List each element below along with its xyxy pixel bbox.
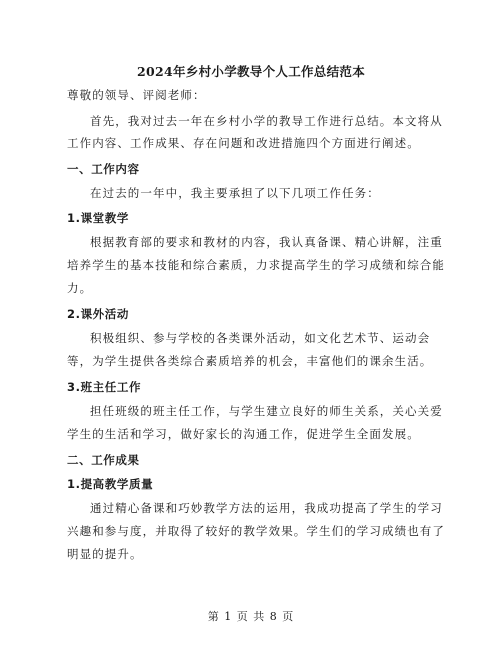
item-heading: 3.班主任工作 [67,380,142,394]
paragraph-line: 力。 [67,281,93,295]
intro-line: 工作内容、工作成果、存在问题和改进措施四个方面进行阐述。 [67,136,420,150]
intro-line: 首先，我对过去一年在乡村小学的教导工作进行总结。本文将从 [90,114,443,128]
paragraph-line: 兴趣和参与度，并取得了较好的教学效果。学生们的学习成绩也有了 [67,524,445,538]
paragraph-line: 担任班级的班主任工作，与学生建立良好的师生关系，关心关爱 [90,404,443,418]
greeting: 尊敬的领导、评阅老师： [67,88,206,102]
item-heading: 1.课堂教学 [67,211,129,225]
section-heading: 一、工作内容 [67,162,140,176]
section-heading: 二、工作成果 [67,453,140,467]
document-title: 2024年乡村小学教导个人工作总结范本 [137,64,365,79]
item-heading: 1.提高教学质量 [67,477,154,491]
paragraph-line: 积极组织、参与学校的各类课外活动，如文化艺术节、运动会 [90,331,431,345]
paragraph-line: 培养学生的基本技能和综合素质，力求提高学生的学习成绩和综合能 [67,258,445,272]
paragraph-line: 学生的生活和学习，做好家长的沟通工作，促进学生全面发展。 [67,427,420,441]
page-footer: 第 1 页 共 8 页 [207,610,295,623]
section-lead: 在过去的一年中，我主要承担了以下几项工作任务： [90,186,380,200]
paragraph-line: 根据教育部的要求和教材的内容，我认真备课、精心讲解，注重 [90,235,443,249]
item-heading: 2.课外活动 [67,307,129,321]
paragraph-line: 通过精心备课和巧妙教学方法的运用，我成功提高了学生的学习 [90,501,443,515]
paragraph-line: 等，为学生提供各类综合素质培养的机会，丰富他们的课余生活。 [67,354,433,368]
paragraph-line: 明显的提升。 [67,547,143,561]
